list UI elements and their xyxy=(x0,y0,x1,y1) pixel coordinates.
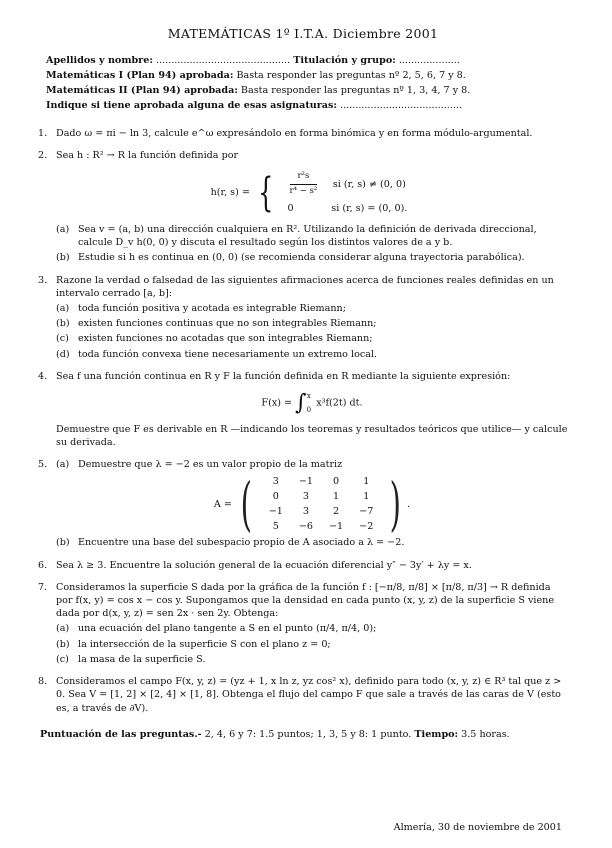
question-number: 6. xyxy=(38,559,48,571)
sub-label: (c) xyxy=(56,333,69,345)
question-intro: Razone la verdad o falsedad de las siguientes afirmaciones acerca de funciones reales definidas en un intervalo cerrado [a, b]: xyxy=(56,274,554,299)
matrix-cell: −1 xyxy=(298,475,314,487)
question-number: 1. xyxy=(38,128,48,139)
fraction xyxy=(290,170,318,197)
question-8 xyxy=(38,675,568,715)
subquestion-a xyxy=(56,622,568,635)
matrix-cell: 3 xyxy=(272,475,279,487)
sub-text: existen funciones no acotadas que son integrables Riemann; xyxy=(78,333,373,345)
matrix-cell: 1 xyxy=(363,475,370,487)
sub-text: Estudie si h es continua en (0, 0) (se recomienda considerar alguna trayectoria parabólica). xyxy=(78,252,525,264)
sub-label: (b) xyxy=(56,252,70,264)
lower-limit: 0 xyxy=(306,406,312,415)
mat2-line xyxy=(46,83,568,98)
subquestion-c xyxy=(56,653,568,666)
matrix-cell: −6 xyxy=(298,521,314,533)
fraction-denominator: r⁴ − s² xyxy=(289,185,318,196)
scoring-text: 2, 4, 6 y 7: 1.5 puntos; 1, 3, 5 y 8: 1 punto. xyxy=(204,728,412,740)
exam-date: Almería, 30 de noviembre de 2001 xyxy=(393,822,562,833)
sub-text: Demuestre que λ = −2 es un valor propio de la matriz xyxy=(78,459,343,471)
matrix-cell: 0 xyxy=(333,475,340,487)
sub-label: (a) xyxy=(56,459,70,471)
subquestion-a xyxy=(56,302,568,315)
question-4 xyxy=(38,370,568,450)
subquestion-c xyxy=(56,332,568,345)
question-7 xyxy=(38,581,568,666)
scoring-footer xyxy=(40,729,568,740)
page-title: MATEMÁTICAS 1º I.T.A. Diciembre 2001 xyxy=(167,26,439,41)
right-paren: ) xyxy=(390,470,402,539)
subquestion-b xyxy=(56,638,568,651)
subquestion-b xyxy=(56,317,568,330)
name-line xyxy=(46,53,568,68)
cases-table xyxy=(282,168,414,217)
header-block xyxy=(46,53,568,113)
sub-text: Sea v = (a, b) una dirección cualquiera en R². Utilizando la definición de derivada direccional, calcule D_v h(0, 0) y discuta el resultado según los distintos valores de a y b. xyxy=(78,224,537,249)
question-number: 7. xyxy=(38,581,48,593)
sub-text: la intersección de la superficie S con el plano z = 0; xyxy=(78,638,331,650)
indique-dots: ........................................ xyxy=(340,100,463,111)
matrix-cell: −2 xyxy=(359,521,374,533)
question-5 xyxy=(38,458,568,549)
question-intro: Consideramos la superficie S dada por la gráfica de la función f : [−π/8, π/8] × [π/8, π/3] → R definida por f(x, y) = cos x − cos y. Supongamos que la densidad en cada punto (x, y, z) de la superficie S viene dada por d(x, y, z) = sen 2x · sen 2y. Obtenga: xyxy=(56,581,555,620)
matrix-cell: 3 xyxy=(302,506,309,518)
sub-label: (a) xyxy=(56,224,70,236)
matrix-cell: 1 xyxy=(363,490,370,502)
piecewise-formula xyxy=(56,168,568,217)
matrix-cell: 3 xyxy=(302,490,309,502)
question-number: 3. xyxy=(38,274,48,286)
matrix-row xyxy=(261,489,382,504)
indique-label: Indique si tiene aprobada alguna de esas asignaturas: xyxy=(46,100,337,111)
subquestion-a xyxy=(56,223,568,249)
matrix-cell: −1 xyxy=(329,521,344,533)
sub-text: Encuentre una base del subespacio propio de A asociado a λ = −2. xyxy=(78,537,405,549)
sub-text: una ecuación del plano tangente a S en el punto (π/4, π/4, 0); xyxy=(78,623,377,635)
scoring-label: Puntuación de las preguntas.- xyxy=(40,728,202,740)
subquestion-b xyxy=(56,536,568,549)
mat1-label: Matemáticas I (Plan 94) aprobada: xyxy=(46,70,234,81)
matrix-cell: 1 xyxy=(333,490,340,502)
integrand: x³f(2t) dt. xyxy=(316,397,363,409)
mat2-text: Basta responder las preguntas nº 1, 3, 4, 7 y 8. xyxy=(240,85,471,96)
matrix-cell: −7 xyxy=(359,506,374,518)
formula-lhs: h(r, s) = xyxy=(210,187,250,199)
integral-formula xyxy=(56,389,568,417)
sub-label: (c) xyxy=(56,653,69,665)
integral-limits xyxy=(307,389,311,417)
matrix-cell: 0 xyxy=(272,490,279,502)
sub-label: (a) xyxy=(56,303,70,315)
matrix-row xyxy=(261,474,382,489)
time-label: Tiempo: xyxy=(414,728,459,740)
question-number: 4. xyxy=(38,370,48,382)
question-intro: Sea h : R² → R la función definida por xyxy=(56,150,239,162)
case1-condition: si (r, s) ≠ (0, 0) xyxy=(332,178,406,190)
subquestion-a xyxy=(56,458,568,471)
question-number: 5. xyxy=(38,459,48,471)
question-text: Sea λ ≥ 3. Encuentre la solución general de la ecuación diferencial y″ − 3y′ + λy = x. xyxy=(56,559,472,571)
question-text: Consideramos el campo F(x, y, z) = (yz + 1, x ln z, yz cos² x), definido para todo (x, y, z) ∈ R³ tal que z > 0. Sea V = [1, 2] × [2, 4] × [1, 8]. Obtenga el flujo del campo F que sale a través de las caras de V (esto es, a través de ∂V). xyxy=(56,676,562,714)
subquestion-b xyxy=(56,251,568,264)
sub-label: (b) xyxy=(56,537,70,549)
mat1-line xyxy=(46,68,568,83)
question-text: Dado ω = πi − ln 3, calcule e^ω expresándolo en forma binómica y en forma módulo-argumental. xyxy=(56,128,533,139)
sub-label: (b) xyxy=(56,318,70,330)
name-dots: ............................................ xyxy=(155,55,291,66)
matrix-cell: 5 xyxy=(272,521,279,533)
sub-text: existen funciones continuas que no son integrables Riemann; xyxy=(78,318,377,330)
sub-text: toda función convexa tiene necesariamente un extremo local. xyxy=(78,348,378,360)
matrix-formula: A = ( 3 −1 0 1 0 3 1 1 −1 3 2 −7 5 −6 −1 −2 ) . xyxy=(213,470,411,539)
formula-lhs: F(x) = xyxy=(261,397,293,409)
question-6 xyxy=(38,559,568,572)
formula-lhs: A = xyxy=(213,498,232,510)
matrix-row xyxy=(261,504,382,519)
question-3 xyxy=(38,274,568,361)
titulacion-label: Titulación y grupo: xyxy=(293,55,396,66)
sub-label: (a) xyxy=(56,623,70,635)
question-intro: Sea f una función continua en R y F la función definida en R mediante la siguiente expresión: xyxy=(56,370,511,382)
matrix-cell: 2 xyxy=(333,506,340,518)
integral-sign-icon: ∫ xyxy=(295,390,307,416)
case2-value: 0 xyxy=(287,202,294,214)
left-brace: { xyxy=(258,169,274,216)
question-number: 2. xyxy=(38,150,48,162)
mat1-text: Basta responder las preguntas nº 2, 5, 6, 7 y 8. xyxy=(236,70,466,81)
sub-label: (d) xyxy=(56,348,70,360)
sub-text: toda función positiva y acotada es integrable Riemann; xyxy=(78,303,346,315)
titulacion-dots: .................... xyxy=(398,55,460,66)
matrix-row xyxy=(261,519,382,534)
question-2 xyxy=(38,149,568,264)
fraction-numerator: r²s xyxy=(290,170,318,184)
question-outro: Demuestre que F es derivable en R —indicando los teoremas y resultados teóricos que utilice— y calcule su derivada. xyxy=(56,424,568,449)
mat2-label: Matemáticas II (Plan 94) aprobada: xyxy=(46,85,238,96)
subquestion-d xyxy=(56,348,568,361)
indique-line xyxy=(46,98,568,113)
sub-text: la masa de la superficie S. xyxy=(78,653,206,665)
upper-limit: x xyxy=(306,392,311,401)
question-1 xyxy=(38,127,568,140)
case2-condition: si (r, s) = (0, 0). xyxy=(331,202,408,214)
name-label: Apellidos y nombre: xyxy=(46,55,153,66)
matrix-cell: −1 xyxy=(268,506,283,518)
question-number: 8. xyxy=(38,676,48,688)
sub-label: (b) xyxy=(56,638,70,650)
time-value: 3.5 horas. xyxy=(461,728,510,740)
left-paren: ( xyxy=(240,470,252,539)
matrix-table xyxy=(261,474,382,535)
